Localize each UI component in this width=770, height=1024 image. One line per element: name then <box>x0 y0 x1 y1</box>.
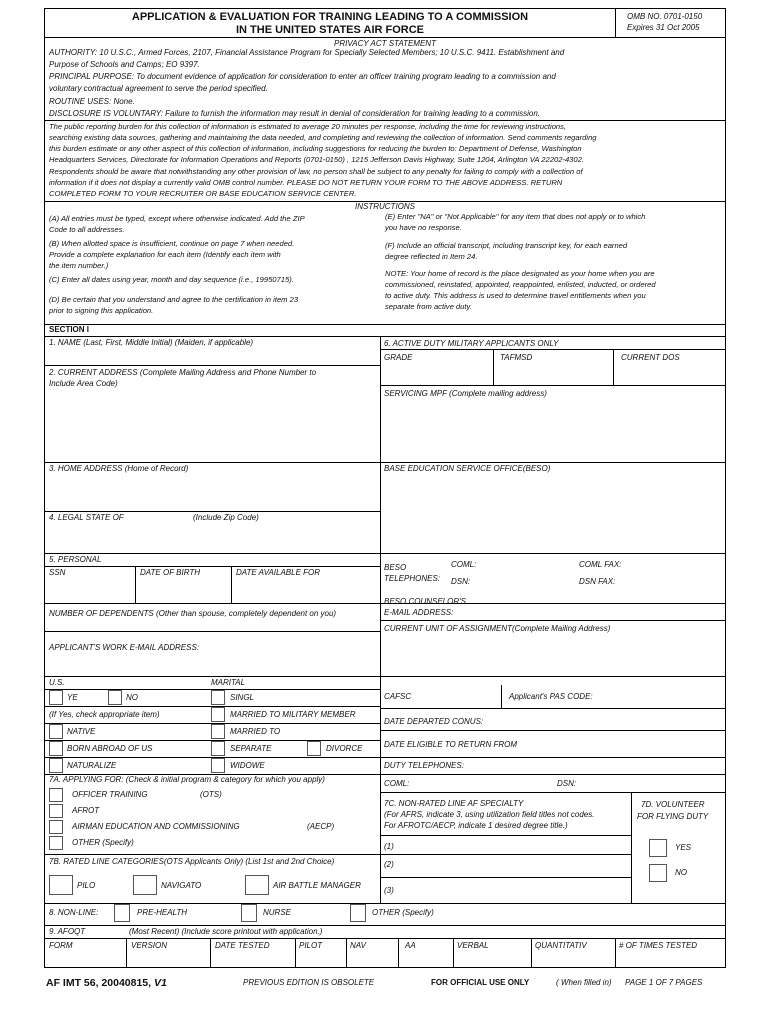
specialty-choice-3[interactable]: (3) <box>384 886 394 895</box>
active-duty-label: 6. ACTIVE DUTY MILITARY APPLICANTS ONLY <box>384 339 559 348</box>
rated-line-label: 7B. RATED LINE CATEGORIES(OTS Applicants Only) (List 1st and 2nd Choice) <box>49 857 335 866</box>
aecp-checkbox[interactable] <box>49 820 63 834</box>
previous-edition-note: PREVIOUS EDITION IS OBSOLETE <box>243 978 375 987</box>
divider <box>493 349 494 385</box>
burden-line: Headquarters Services, Directorate for Information Operations and Reports (0701-0150) , 1215 Jefferson Davis Highway, Suite 1204, Arlington VA 22202-4302. <box>49 155 584 164</box>
volunteer-yes-checkbox[interactable] <box>649 839 667 857</box>
beso-coml-field[interactable]: COML: <box>451 560 477 569</box>
yes-checkbox[interactable] <box>49 690 63 705</box>
other-program-label: OTHER (Specify) <box>72 838 134 847</box>
yes-label: YE <box>67 693 78 702</box>
prehealth-label: PRE-HEALTH <box>137 908 188 917</box>
form-number: AF IMT 56, 20040815, <box>46 977 152 989</box>
date-eligible-field[interactable]: DATE ELIGIBLE TO RETURN FROM <box>384 740 518 749</box>
divider <box>45 566 380 567</box>
other-nonline-label: OTHER (Specify) <box>372 908 434 917</box>
if-yes-label: (If Yes, check appropriate item) <box>49 710 160 719</box>
current-dos-field[interactable]: CURRENT DOS <box>621 353 680 362</box>
afoqt-note: (Most Recent) (Include score printout with application.) <box>129 927 323 936</box>
afoqt-col-form: FORM <box>49 941 73 950</box>
divider <box>613 349 614 385</box>
afoqt-col-version: VERSION <box>131 941 168 950</box>
divider <box>380 792 725 793</box>
beso-counselor-email-label: E-MAIL ADDRESS: <box>384 608 454 617</box>
divider <box>231 566 232 603</box>
grade-field[interactable]: GRADE <box>384 353 413 362</box>
instruction-note: commissioned, reinstated, appointed, reappointed, enlisted, inducted, or ordered <box>385 280 656 289</box>
beso-dsn-fax-field[interactable]: DSN FAX: <box>579 577 616 586</box>
married-military-checkbox[interactable] <box>211 707 225 722</box>
cafsc-field[interactable]: CAFSC <box>384 692 412 701</box>
current-unit-field[interactable]: CURRENT UNIT OF ASSIGNMENT(Complete Mailing Address) <box>384 624 611 633</box>
non-line-label: 8. NON-LINE: <box>49 908 99 917</box>
date-of-birth-field[interactable]: DATE OF BIRTH <box>140 568 201 577</box>
other-nonline-checkbox[interactable] <box>350 904 366 922</box>
volunteer-yes-label: YES <box>675 843 692 852</box>
divider <box>126 938 127 968</box>
volunteer-no-checkbox[interactable] <box>649 864 667 882</box>
divider <box>380 385 725 386</box>
form-version: V1 <box>153 977 167 989</box>
afoqt-col-nav: NAV <box>350 941 367 950</box>
form-title <box>45 9 615 37</box>
divider <box>45 336 725 337</box>
burden-line: Respondents should be aware that notwithstanding any other provision of law, no person shall be subject to any penalty for failing to comply with a collection of <box>49 167 583 176</box>
ssn-field[interactable]: SSN <box>49 568 66 577</box>
divider <box>45 631 380 632</box>
omb-expires: Expires 31 Oct 2005 <box>627 23 700 32</box>
aecp-abbr: (AECP) <box>307 822 335 831</box>
privacy-heading: PRIVACY ACT STATEMENT <box>334 39 436 48</box>
form-page <box>44 8 726 968</box>
applying-for-label: 7A. APPLYING FOR: (Check & initial program & category for which you apply) <box>49 775 325 784</box>
native-checkbox[interactable] <box>49 724 63 739</box>
privacy-authority: AUTHORITY: 10 U.S.C., Armed Forces, 2107, Financial Assistance Program for Specially Selected Members; 10 U.S.C. 9411. Establishment and <box>49 48 565 57</box>
separate-label: SEPARATE <box>230 744 272 753</box>
divider <box>380 349 725 350</box>
widowed-checkbox[interactable] <box>211 758 225 773</box>
current-address-field[interactable]: 2. CURRENT ADDRESS (Complete Mailing Address and Phone Number to <box>49 368 317 377</box>
duty-coml-field[interactable]: COML: <box>384 779 410 788</box>
volunteer-label: 7D. VOLUNTEER <box>641 800 705 809</box>
afrot-label: AFROT <box>72 806 100 815</box>
burden-line: information if it does not display a currently valid OMB control number. PLEASE DO NOT RETURN YOUR FORM TO THE ABOVE ADDRESS. RETURN <box>49 178 563 187</box>
divider <box>380 708 725 709</box>
burden-line: COMPLETED FORM TO YOUR RECRUITER OR BASE EDUCATION SERVICE CENTER. <box>49 189 357 198</box>
divider <box>45 925 725 926</box>
divider <box>453 938 454 968</box>
afoqt-col-pilot: PILOT <box>299 941 323 950</box>
divider <box>45 37 725 38</box>
instruction-e: (E) Enter "NA" or "Not Applicable" for any item that does not apply or to which <box>385 212 646 221</box>
divider <box>615 9 616 37</box>
separate-checkbox[interactable] <box>211 741 225 756</box>
afoqt-col-times-tested: # OF TIMES TESTED <box>619 941 698 950</box>
dependents-field[interactable]: NUMBER OF DEPENDENTS (Other than spouse, completely dependent on you) <box>49 609 337 618</box>
naturalize-label: NATURALIZE <box>67 761 117 770</box>
instruction-e: you have no response. <box>385 223 462 232</box>
married-to-checkbox[interactable] <box>211 724 225 739</box>
divider <box>380 620 725 621</box>
privacy-routine: ROUTINE USES: None. <box>49 97 135 106</box>
burden-line: The public reporting burden for this collection of information is estimated to average 20 minutes per response, including the time for reviewing instructions, <box>49 122 567 131</box>
title-line-1: APPLICATION & EVALUATION FOR TRAINING LEADING TO A COMMISSION <box>131 11 529 23</box>
volunteer-no-label: NO <box>675 868 687 877</box>
pas-code-field[interactable]: Applicant's PAS CODE: <box>509 692 593 701</box>
divider <box>398 938 399 968</box>
instruction-a: (A) All entries must be typed, except where otherwise indicated. Add the ZIP <box>49 214 305 223</box>
instruction-b: the item number.) <box>49 261 109 270</box>
official-use-label: FOR OFFICIAL USE ONLY <box>431 978 530 987</box>
divider <box>380 877 631 878</box>
native-label: NATIVE <box>67 727 96 736</box>
nonrated-specialty-note: For AFROTC/AECP, indicate 1 desired degree title.) <box>384 821 568 830</box>
divider <box>380 835 631 836</box>
beso-coml-fax-field[interactable]: COML FAX: <box>579 560 622 569</box>
ots-checkbox[interactable] <box>49 788 63 802</box>
privacy-authority: Purpose of Schools and Camps; EO 9397. <box>49 60 200 69</box>
divider <box>45 676 725 677</box>
navigator-label: NAVIGATO <box>161 881 202 890</box>
divider <box>45 365 380 366</box>
specialty-choice-2[interactable]: (2) <box>384 860 394 869</box>
born-abroad-checkbox[interactable] <box>49 741 63 756</box>
beso-telephones-label: TELEPHONES: <box>384 574 441 583</box>
section-label: SECTION I <box>49 325 90 334</box>
divider <box>45 553 725 554</box>
no-checkbox[interactable] <box>108 690 122 705</box>
afoqt-col-verbal: VERBAL <box>457 941 489 950</box>
divider <box>45 938 725 939</box>
name-field[interactable]: 1. NAME (Last, First, Middle Initial) (Maiden, if applicable) <box>49 338 254 347</box>
divider <box>135 566 136 603</box>
ots-label: OFFICER TRAINING <box>72 790 148 799</box>
nurse-label: NURSE <box>263 908 292 917</box>
pilot-box[interactable] <box>49 875 73 895</box>
zip-code-label: (Include Zip Code) <box>193 513 259 522</box>
divider <box>45 462 725 463</box>
beso-telephones-label: BESO <box>384 563 407 572</box>
divider <box>631 792 632 903</box>
nonrated-specialty-note: (For AFRS, indicate 3, using utilization field titles not codes. <box>384 810 595 819</box>
widowed-label: WIDOWE <box>230 761 265 770</box>
instruction-f: degree reflected in Item 24. <box>385 252 478 261</box>
us-citizen-label: U.S. <box>49 678 65 687</box>
ots-abbr: (OTS) <box>200 790 222 799</box>
no-label: NO <box>126 693 138 702</box>
form-id <box>46 976 167 990</box>
personal-label: 5. PERSONAL <box>49 555 102 564</box>
instruction-d: (D) Be certain that you understand and agree to the certification in item 23 <box>49 295 299 304</box>
divider <box>346 938 347 968</box>
other-program-checkbox[interactable] <box>49 836 63 850</box>
privacy-purpose: PRINCIPAL PURPOSE: To document evidence of application for consideration to enter an officer training program leading to a commission and <box>49 72 556 81</box>
instruction-f: (F) Include an official transcript, including transcript key, for each earned <box>385 241 628 250</box>
legal-state-field[interactable]: 4. LEGAL STATE OF <box>49 513 124 522</box>
aecp-label: AIRMAN EDUCATION AND COMMISSIONING <box>72 822 240 831</box>
date-available-field[interactable]: DATE AVAILABLE FOR <box>236 568 321 577</box>
divider <box>380 854 631 855</box>
divorce-label: DIVORCE <box>326 744 363 753</box>
divorce-checkbox[interactable] <box>307 741 321 756</box>
privacy-disclosure: DISCLOSURE IS VOLUNTARY: Failure to furnish the information may result in denial of consideration for training leading to a commission. <box>49 109 541 118</box>
divider <box>295 938 296 968</box>
beso-field[interactable]: BASE EDUCATION SERVICE OFFICE(BESO) <box>384 464 551 473</box>
afrot-checkbox[interactable] <box>49 804 63 818</box>
air-battle-manager-label: AIR BATTLE MANAGER <box>273 881 361 890</box>
prehealth-checkbox[interactable] <box>114 904 130 922</box>
divider <box>380 757 725 758</box>
omb-number: OMB NO. 0701-0150 <box>627 12 703 21</box>
divider <box>45 324 725 325</box>
servicing-mpf-field[interactable]: SERVICING MPF (Complete mailing address) <box>384 389 547 398</box>
divider <box>45 511 380 512</box>
duty-dsn-field[interactable]: DSN: <box>557 779 577 788</box>
divider <box>210 938 211 968</box>
specialty-choice-1[interactable]: (1) <box>384 842 394 851</box>
afoqt-label: 9. AFOQT <box>49 927 86 936</box>
marital-label: MARITAL <box>211 678 246 687</box>
instruction-d: prior to signing this application. <box>49 306 154 315</box>
instruction-note: NOTE: Your home of record is the place designated as your home when you are <box>385 269 655 278</box>
divider <box>615 938 616 968</box>
naturalize-checkbox[interactable] <box>49 758 63 773</box>
volunteer-label: FOR FLYING DUTY <box>637 812 709 821</box>
air-battle-manager-box[interactable] <box>245 875 269 895</box>
instruction-c: (C) Enter all dates using year, month and day sequence (i.e., 19950715). <box>49 275 294 284</box>
navigator-box[interactable] <box>133 875 157 895</box>
nonrated-specialty-label: 7C. NON-RATED LINE AF SPECIALTY <box>384 799 524 808</box>
instruction-note: to active duty. This address is used to determine travel entitlements when you <box>385 291 646 300</box>
single-checkbox[interactable] <box>211 690 225 705</box>
divider <box>501 685 502 708</box>
married-military-label: MARRIED TO MILITARY MEMBER <box>230 710 356 719</box>
pilot-label: PILO <box>77 881 96 890</box>
home-address-field[interactable]: 3. HOME ADDRESS (Home of Record) <box>49 464 189 473</box>
burden-line: searching existing data sources, gathering and maintaining the data needed, and completing and reviewing the collection of information. Send comments regarding <box>49 133 597 142</box>
afoqt-col-aa: AA <box>405 941 416 950</box>
instruction-b: Provide a complete explanation for each item (Identify each item with <box>49 250 281 259</box>
title-line-2: IN THE UNITED STATES AIR FORCE <box>235 24 425 36</box>
instruction-b: (B) When allotted space is insufficient, continue on page 7 when needed. <box>49 239 295 248</box>
beso-counselor-email-field[interactable]: BESO COUNSELOR'S <box>384 597 466 606</box>
duty-telephones-label: DUTY TELEPHONES: <box>384 761 464 770</box>
burden-line: this burden estimate or any other aspect of this collection of information, including suggestions for reducing the burden to: Department of Defense, Washington <box>49 144 582 153</box>
privacy-purpose: voluntary contractual agreement to serve the period specified. <box>49 84 268 93</box>
instruction-a: Code to all addresses. <box>49 225 125 234</box>
instruction-note: separate from active duty. <box>385 302 472 311</box>
nurse-checkbox[interactable] <box>241 904 257 922</box>
divider <box>45 903 725 904</box>
born-abroad-label: BORN ABROAD OF US <box>67 744 153 753</box>
current-address-label: Include Area Code) <box>49 379 118 388</box>
work-email-field[interactable]: APPLICANT'S WORK E-MAIL ADDRESS: <box>49 643 200 652</box>
when-filled-note: ( When filled in) <box>556 978 612 987</box>
divider <box>45 854 380 855</box>
beso-dsn-field[interactable]: DSN: <box>451 577 471 586</box>
date-departed-field[interactable]: DATE DEPARTED CONUS: <box>384 717 484 726</box>
instructions-heading: INSTRUCTIONS <box>355 202 415 211</box>
divider <box>380 730 725 731</box>
afoqt-col-date-tested: DATE TESTED <box>215 941 270 950</box>
divider <box>45 120 725 121</box>
tafmsd-field[interactable]: TAFMSD <box>500 353 533 362</box>
page-number: PAGE 1 OF 7 PAGES <box>625 978 703 987</box>
single-label: SINGL <box>230 693 255 702</box>
married-to-label: MARRIED TO <box>230 727 281 736</box>
afoqt-col-quantitative: QUANTITATIV <box>535 941 587 950</box>
divider <box>531 938 532 968</box>
